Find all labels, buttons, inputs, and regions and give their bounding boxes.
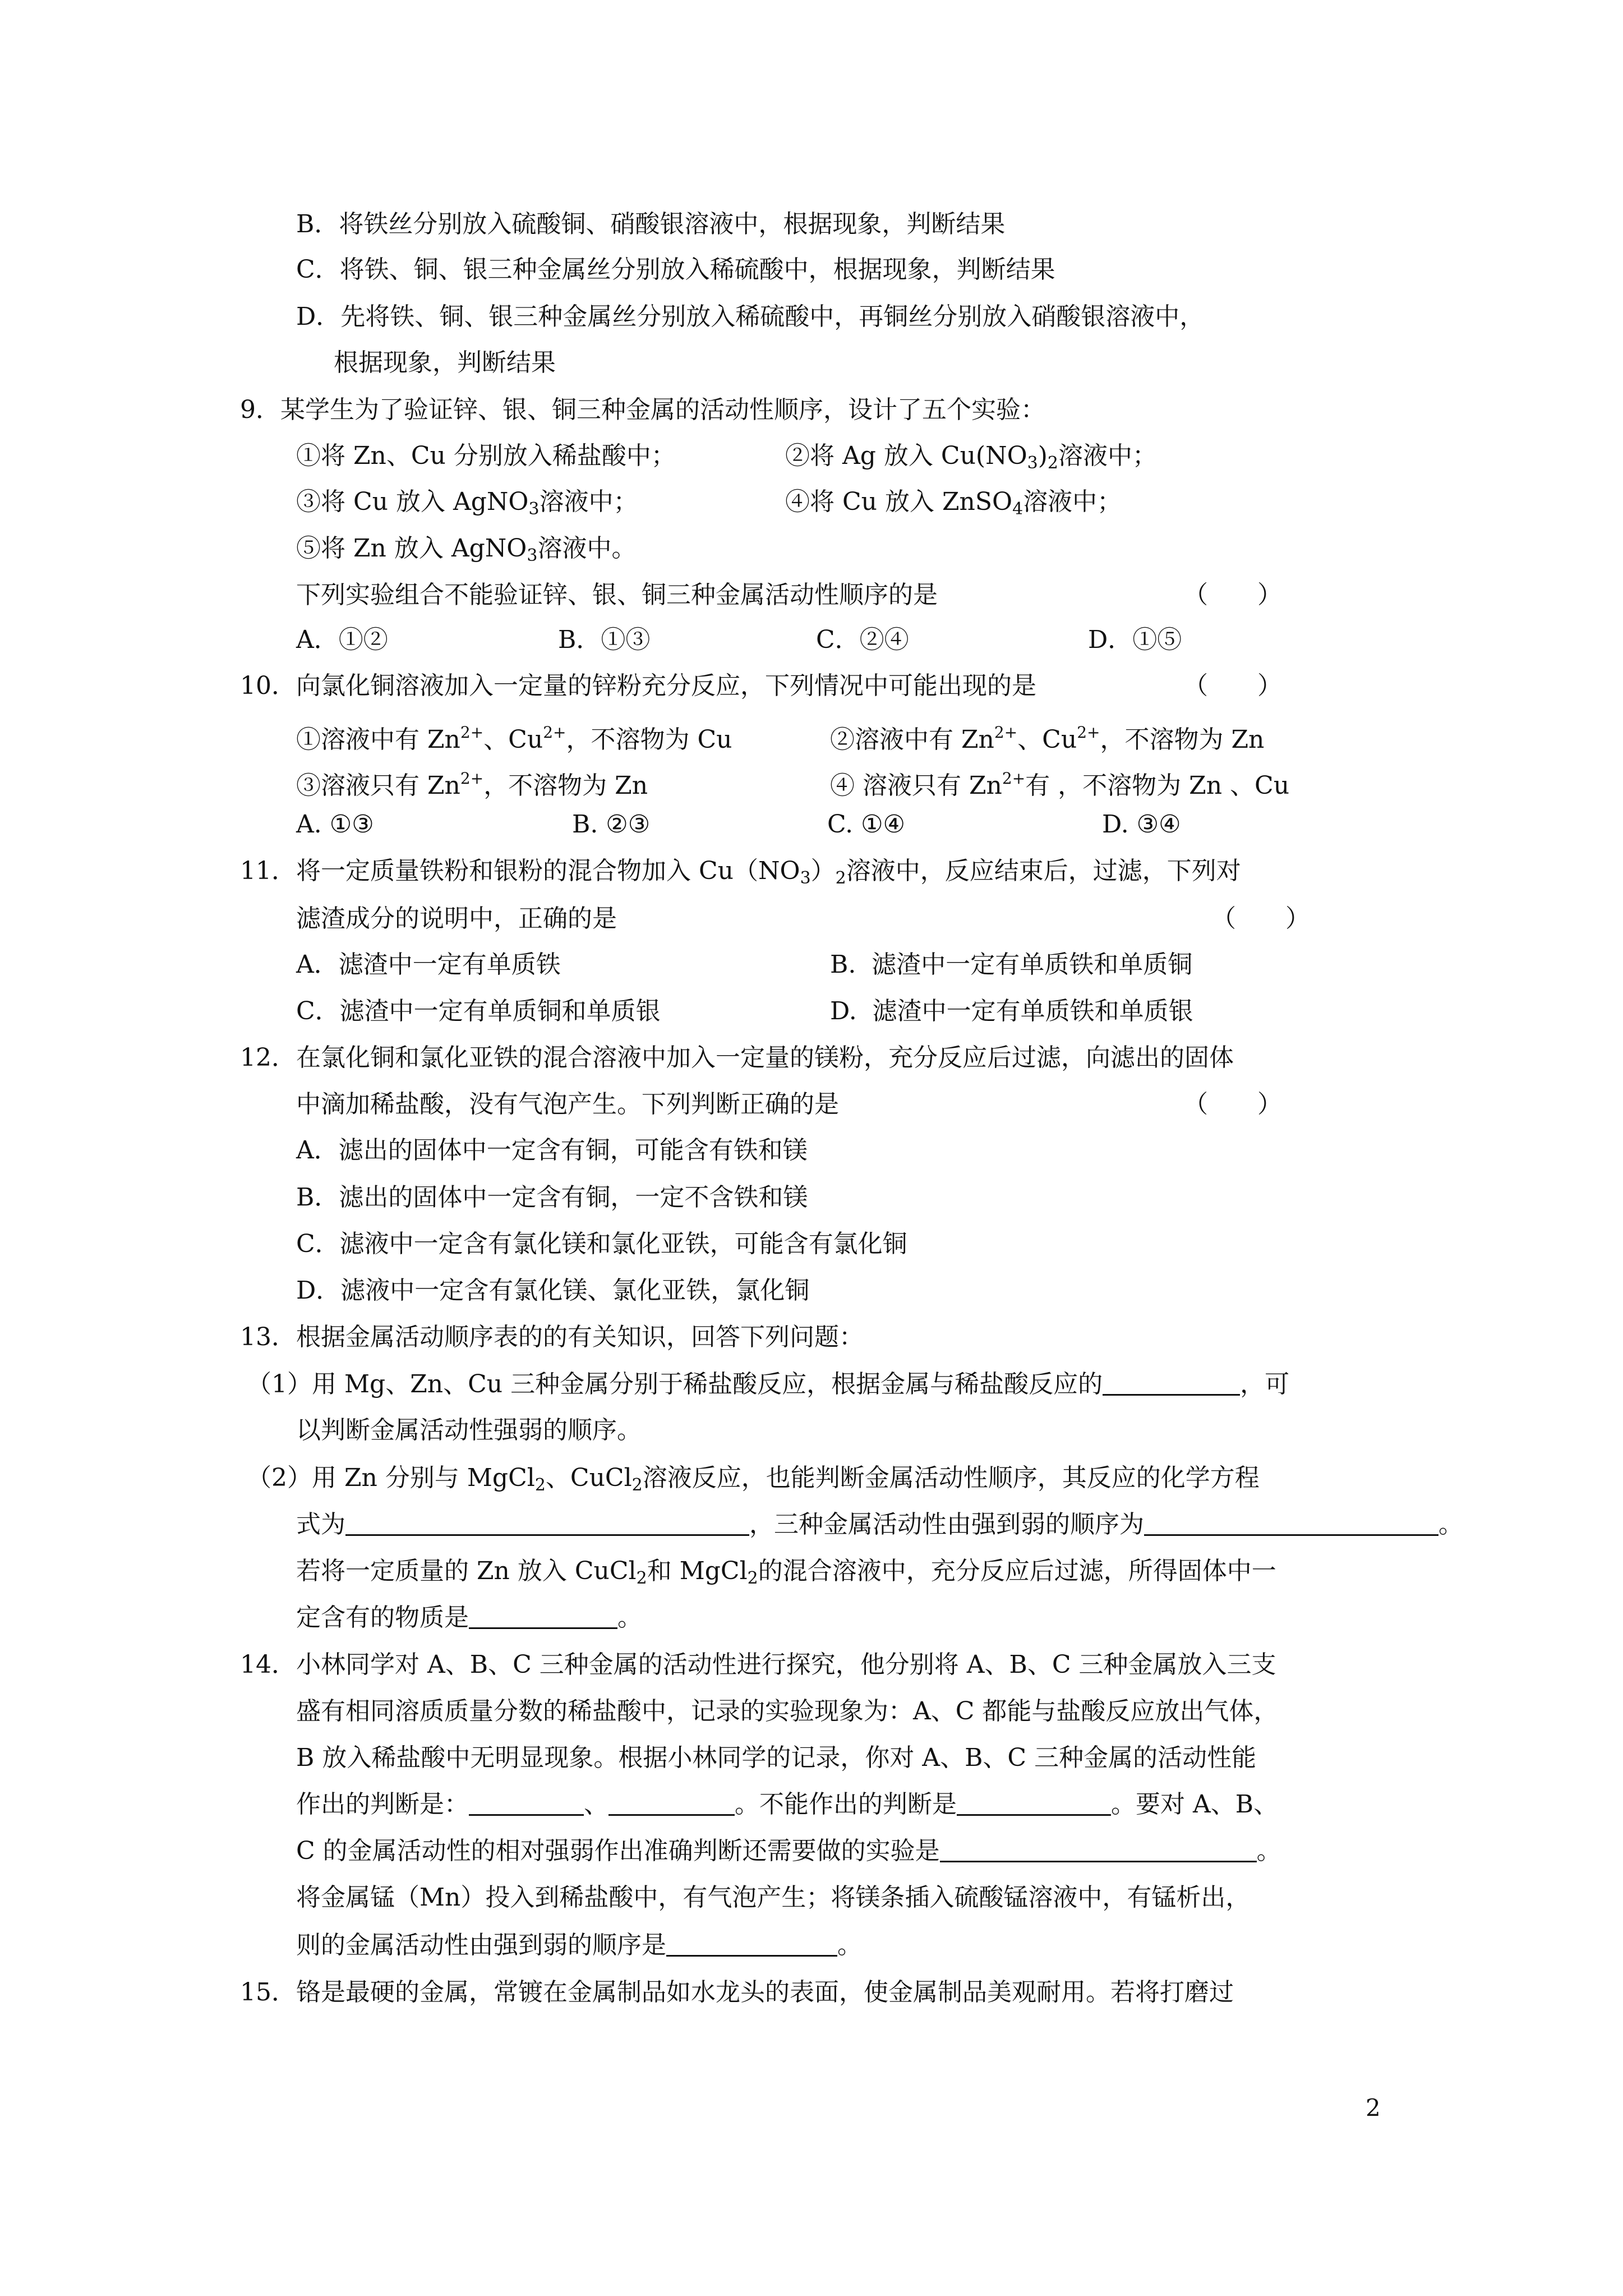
q9-experiment-4: ④将 Cu 放入 ZnSO$_4$溶液中； bbox=[785, 487, 1122, 519]
q12-option-a: A．滤出的固体中一定含有铜，可能含有铁和镁 bbox=[296, 1136, 808, 1165]
q10-option-1: ①溶液中有 $Zn^{2+}$、$Cu^{2+}$，不溶物为 Cu bbox=[296, 723, 732, 754]
q10-option-4: ④ 溶液只有 $Zn^{2+}$有 ，不溶物为 Zn 、Cu bbox=[830, 769, 1290, 800]
answer-blank[interactable] bbox=[608, 1792, 735, 1816]
q13-part2-line2: 式为 ，三种金属活动性由强到弱的顺序为 。 bbox=[296, 1510, 1463, 1539]
answer-blank[interactable] bbox=[469, 1792, 584, 1816]
q10-choice-c: C. ①④ bbox=[827, 810, 905, 839]
q9-stem: 9．某学生为了验证锌、银、铜三种金属的活动性顺序，设计了五个实验： bbox=[240, 395, 1045, 424]
q12-answer-paren: （ ） bbox=[1183, 1090, 1282, 1119]
q13-part1-line1: （1）用 Mg、Zn、Cu 三种金属分别于稀盐酸反应，根据金属与稀盐酸反应的 ，可 bbox=[247, 1370, 1290, 1398]
answer-blank[interactable] bbox=[957, 1792, 1111, 1816]
q8-option-b: B．将铁丝分别放入硫酸铜、硝酸银溶液中，根据现象，判断结果 bbox=[296, 210, 1006, 238]
q11-option-c: C．滤渣中一定有单质铜和单质银 bbox=[296, 997, 661, 1025]
q10-answer-paren: （ ） bbox=[1183, 671, 1282, 700]
q14-line5: C 的金属活动性的相对强弱作出准确判断还需要做的实验是 。 bbox=[296, 1837, 1281, 1865]
q14-line6: 将金属锰（Mn）投入到稀盐酸中，有气泡产生；将镁条插入硫酸锰溶液中，有锰析出， bbox=[296, 1883, 1251, 1912]
page-number: 2 bbox=[1366, 2094, 1381, 2122]
q15-line1: 15．铬是最硬的金属，常镀在金属制品如水龙头的表面，使金属制品美观耐用。若将打磨过 bbox=[240, 1978, 1234, 2007]
q10-option-2: ②溶液中有 $Zn^{2+}$、$Cu^{2+}$，不溶物为 Zn bbox=[830, 723, 1265, 754]
q9-choice-a: A．①② bbox=[296, 625, 388, 654]
q9-experiment-1: ①将 Zn、Cu 分别放入稀盐酸中； bbox=[296, 441, 676, 470]
q10-option-3: ③溶液只有 $Zn^{2+}$，不溶物为 Zn bbox=[296, 769, 648, 800]
q11-stem-line1: 11．将一定质量铁粉和银粉的混合物加入 $Cu(NO_3)_2$溶液中，反应结束后，过滤，下列对 bbox=[240, 857, 1241, 888]
q13-part2-line3: 若将一定质量的 Zn 放入 CuCl$_2$和 MgCl$_2$的混合溶液中，充分反应后过滤，所得固体中一 bbox=[296, 1557, 1276, 1588]
q8-option-c: C．将铁、铜、银三种金属丝分别放入稀硫酸中，根据现象，判断结果 bbox=[296, 255, 1055, 284]
q11-stem-line2: 滤渣成分的说明中，正确的是 bbox=[296, 904, 617, 933]
q9-experiment-3: ③将 Cu 放入 AgNO$_3$溶液中； bbox=[296, 487, 638, 519]
q14-line7: 则的金属活动性由强到弱的顺序是 。 bbox=[296, 1931, 862, 1959]
q8-option-d-line2: 根据现象，判断结果 bbox=[334, 348, 556, 377]
q12-option-b: B．滤出的固体中一定含有铜，一定不含铁和镁 bbox=[296, 1183, 808, 1212]
answer-blank[interactable] bbox=[345, 1512, 749, 1536]
q11-option-d: D. 滤渣中一定有单质铁和单质银 bbox=[830, 997, 1193, 1025]
q11-answer-paren: （ ） bbox=[1211, 904, 1310, 933]
q10-choice-d: D. ③④ bbox=[1102, 810, 1181, 839]
q9-answer-paren: （ ） bbox=[1183, 581, 1282, 609]
q13-part2-line1: （2）用 Zn 分别与 MgCl$_2$、CuCl$_2$溶液反应，也能判断金属活动性顺序，其反应的化学方程 bbox=[247, 1464, 1260, 1495]
q9-question: 下列实验组合不能验证锌、银、铜三种金属活动性顺序的是 bbox=[296, 581, 938, 609]
q11-option-b: B. 滤渣中一定有单质铁和单质铜 bbox=[830, 950, 1193, 979]
q12-stem-line2: 中滴加稀盐酸，没有气泡产生。下列判断正确的是 bbox=[296, 1090, 839, 1119]
answer-blank[interactable] bbox=[666, 1932, 837, 1957]
q12-option-d: D．滤液中一定含有氯化镁、氯化亚铁，氯化铜 bbox=[296, 1276, 810, 1305]
q12-option-c: C．滤液中一定含有氯化镁和氯化亚铁，可能含有氯化铜 bbox=[296, 1230, 907, 1258]
q8-option-d-line1: D．先将铁、铜、银三种金属丝分别放入稀硫酸中，再铜丝分别放入硝酸银溶液中， bbox=[296, 302, 1205, 331]
q9-experiment-5: ⑤将 Zn 放入 AgNO$_3$溶液中。 bbox=[296, 534, 637, 565]
q10-stem: 10．向氯化铜溶液加入一定量的锌粉充分反应，下列情况中可能出现的是 bbox=[240, 671, 1036, 700]
q13-part2-line4: 定含有的物质是 。 bbox=[296, 1603, 642, 1632]
q9-choice-d: D．①⑤ bbox=[1088, 625, 1182, 654]
answer-blank[interactable] bbox=[1144, 1512, 1438, 1536]
q13-stem: 13．根据金属活动顺序表的的有关知识，回答下列问题： bbox=[240, 1323, 864, 1351]
q14-line3: B 放入稀盐酸中无明显现象。根据小林同学的记录，你对 A、B、C 三种金属的活动性能 bbox=[296, 1743, 1257, 1772]
answer-blank[interactable] bbox=[469, 1605, 617, 1629]
q14-line2: 盛有相同溶质质量分数的稀盐酸中，记录的实验现象为：A、C 都能与盐酸反应放出气体， bbox=[296, 1697, 1279, 1726]
q11-option-a: A．滤渣中一定有单质铁 bbox=[296, 950, 561, 979]
q13-part1-line2: 以判断金属活动性强弱的顺序。 bbox=[296, 1416, 642, 1444]
answer-blank[interactable] bbox=[1103, 1372, 1240, 1396]
q14-line4: 作出的判断是： 、 。不能作出的判断是 。要对 A、B、 bbox=[296, 1790, 1279, 1819]
q14-line1: 14．小林同学对 A、B、C 三种金属的活动性进行探究，他分别将 A、B、C 三种金属放入三支 bbox=[240, 1650, 1276, 1679]
q10-choice-a: A. ①③ bbox=[296, 810, 374, 839]
q9-choice-c: C．②④ bbox=[816, 625, 909, 654]
q9-experiment-2: ②将 Ag 放入 $Cu(NO_3)_2$溶液中； bbox=[785, 441, 1158, 473]
answer-blank[interactable] bbox=[940, 1838, 1257, 1862]
q12-stem-line1: 12．在氯化铜和氯化亚铁的混合溶液中加入一定量的镁粉，充分反应后过滤，向滤出的固体 bbox=[240, 1043, 1234, 1072]
q9-choice-b: B．①③ bbox=[558, 625, 651, 654]
q10-choice-b: B. ②③ bbox=[572, 810, 651, 839]
